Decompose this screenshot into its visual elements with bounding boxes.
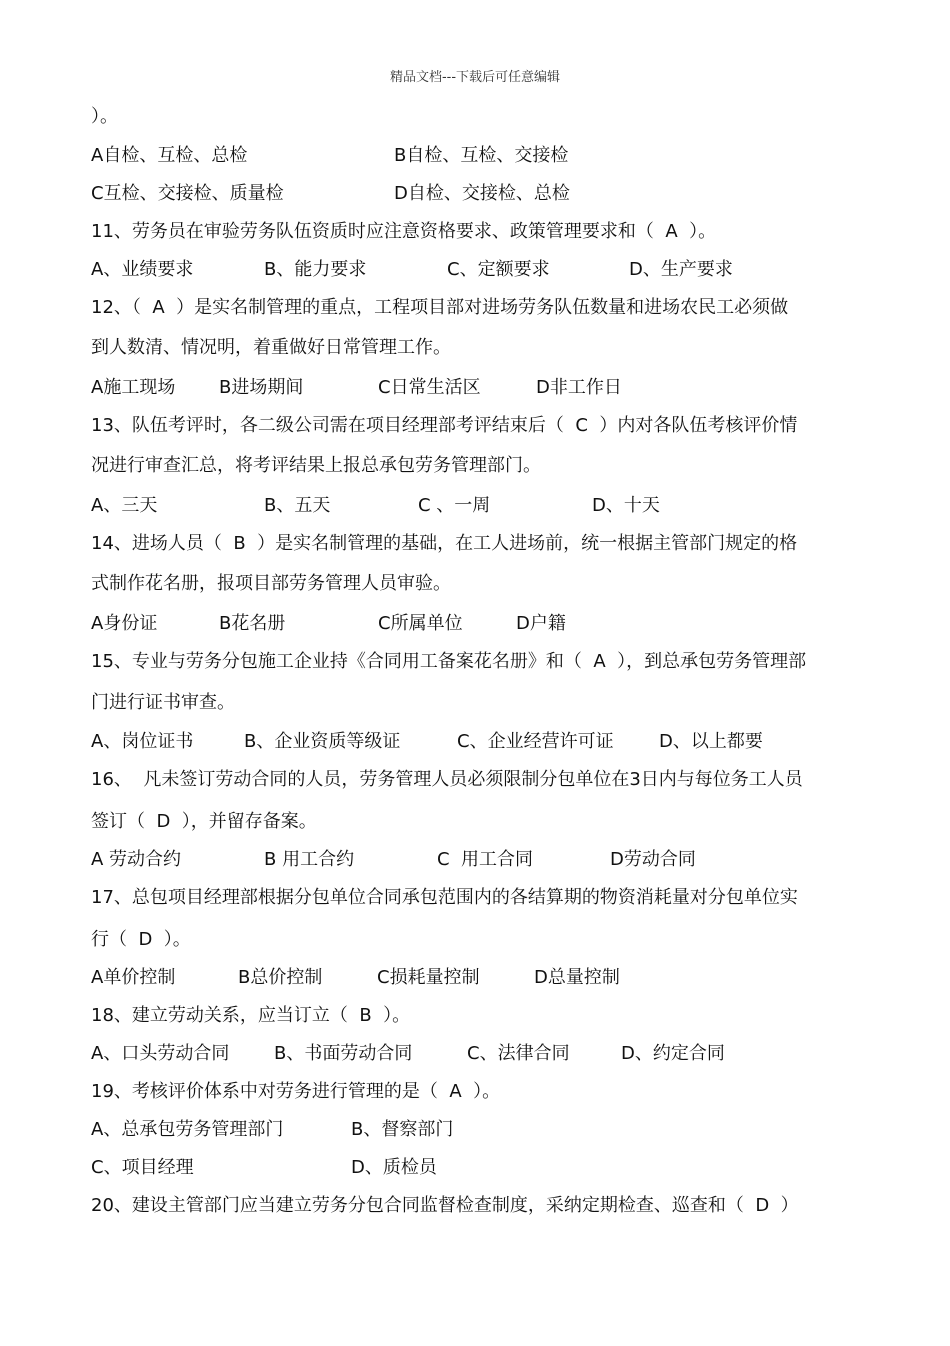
- answer-option: B、企业资质等级证: [244, 731, 401, 752]
- text-line: 11、劳务员在审验劳务队伍资质时应注意资格要求、政策管理要求和（ A ）。: [91, 221, 717, 242]
- answer-option: B、五天: [264, 495, 331, 516]
- answer-option: D、十天: [592, 495, 660, 516]
- answer-option: D自检、交接检、总检: [394, 183, 570, 204]
- answer-option: D户籍: [516, 613, 566, 634]
- answer-option: D非工作日: [536, 377, 622, 398]
- text-line: ）。: [91, 106, 118, 127]
- text-line: 门进行证书审查。: [91, 692, 235, 713]
- answer-option: B进场期间: [219, 377, 304, 398]
- text-line: 行（ D ）。: [91, 929, 191, 950]
- text-line: 签订（ D ），并留存备案。: [91, 811, 317, 832]
- answer-option: C、法律合同: [467, 1043, 570, 1064]
- answer-option: B 用工合约: [264, 849, 355, 870]
- text-line: 16、 凡未签订劳动合同的人员，劳务管理人员必须限制分包单位在3日内与每位务工人员: [91, 769, 803, 790]
- answer-option: A、三天: [91, 495, 158, 516]
- answer-option: B花名册: [219, 613, 286, 634]
- answer-option: D总量控制: [534, 967, 620, 988]
- text-line: 17、总包项目经理部根据分包单位合同承包范围内的各结算期的物资消耗量对分包单位实: [91, 887, 798, 908]
- answer-option: C日常生活区: [378, 377, 481, 398]
- answer-option: C、企业经营许可证: [457, 731, 614, 752]
- text-line: 19、考核评价体系中对劳务进行管理的是（ A ）。: [91, 1081, 501, 1102]
- text-line: 20、建设主管部门应当建立劳务分包合同监督检查制度，采纳定期检查、巡查和（ D ）: [91, 1195, 799, 1216]
- answer-option: B、督察部门: [351, 1119, 454, 1140]
- answer-option: A、总承包劳务管理部门: [91, 1119, 284, 1140]
- page-header: 精品文档---下载后可任意编辑: [389, 70, 561, 85]
- answer-option: C、项目经理: [91, 1157, 194, 1178]
- answer-option: D、质检员: [351, 1157, 437, 1178]
- answer-option: A、口头劳动合同: [91, 1043, 230, 1064]
- text-line: 15、专业与劳务分包施工企业持《合同用工备案花名册》和（ A ），到总承包劳务管理部: [91, 651, 807, 672]
- answer-option: A自检、互检、总检: [91, 145, 248, 166]
- answer-option: C、定额要求: [447, 259, 550, 280]
- answer-option: C所属单位: [378, 613, 463, 634]
- answer-option: C损耗量控制: [377, 967, 480, 988]
- text-line: 12、（ A ）是实名制管理的重点，工程项目部对进场劳务队伍数量和进场农民工必须做: [91, 297, 789, 318]
- answer-option: D、约定合同: [621, 1043, 725, 1064]
- answer-option: A、业绩要求: [91, 259, 194, 280]
- text-line: 14、进场人员（ B ）是实名制管理的基础，在工人进场前，统一根据主管部门规定的格: [91, 533, 798, 554]
- answer-option: C 用工合同: [437, 849, 534, 870]
- answer-option: D、生产要求: [629, 259, 733, 280]
- answer-option: A施工现场: [91, 377, 176, 398]
- answer-option: D、以上都要: [659, 731, 763, 752]
- answer-option: D劳动合同: [610, 849, 696, 870]
- text-line: 18、建立劳动关系，应当订立（ B ）。: [91, 1005, 411, 1026]
- answer-option: B、能力要求: [264, 259, 367, 280]
- answer-option: A、岗位证书: [91, 731, 194, 752]
- answer-option: B总价控制: [238, 967, 323, 988]
- text-line: 式制作花名册，报项目部劳务管理人员审验。: [91, 573, 451, 594]
- answer-option: B、书面劳动合同: [274, 1043, 413, 1064]
- answer-option: A身份证: [91, 613, 158, 634]
- text-line: 到人数清、情况明，着重做好日常管理工作。: [91, 337, 451, 358]
- answer-option: C 、一周: [418, 495, 491, 516]
- answer-option: B自检、互检、交接检: [394, 145, 569, 166]
- text-line: 况进行审查汇总，将考评结果上报总承包劳务管理部门。: [91, 455, 541, 476]
- answer-option: A 劳动合约: [91, 849, 182, 870]
- answer-option: C互检、交接检、质量检: [91, 183, 284, 204]
- text-line: 13、队伍考评时，各二级公司需在项目经理部考评结束后（ C ）内对各队伍考核评价情: [91, 415, 798, 436]
- answer-option: A单价控制: [91, 967, 176, 988]
